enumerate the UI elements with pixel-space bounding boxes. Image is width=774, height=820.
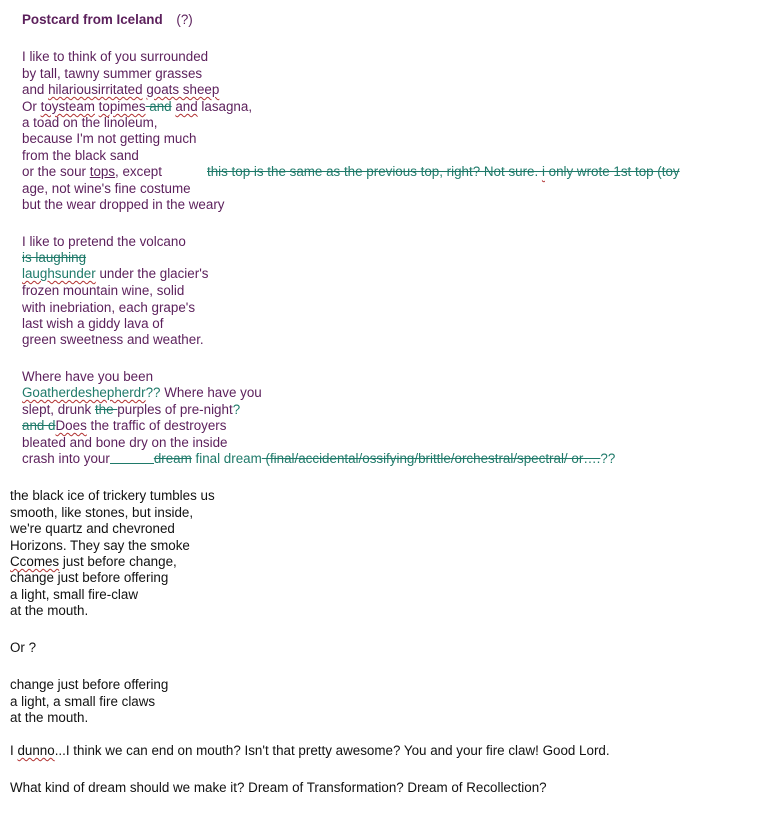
s3l3-q: ? — [232, 402, 241, 417]
stanza3-line4 — [22, 418, 226, 434]
stanza2-line1: I like to pretend the volcano — [22, 234, 186, 249]
s3l2-qq: ?? — [145, 385, 161, 400]
stanza3-line5: bleated and bone dry on the inside — [22, 435, 228, 450]
stanza2-line3 — [22, 266, 208, 282]
s1l3-revision-animal: goats sheep — [146, 82, 220, 97]
s3l6-final-dream: final dream — [191, 451, 262, 466]
s1l3-revision-word: hilariousirritated — [48, 82, 143, 97]
prose2-line1: change just before offering — [10, 677, 169, 692]
s1l3-a: and — [22, 82, 49, 97]
c1-a: I — [10, 743, 18, 758]
p1l5-b: just before change, — [59, 554, 177, 569]
comment-line2: What kind of dream should we make it? Dream of Transformation? Dream of Recollection? — [10, 780, 547, 795]
stanza1-line4 — [22, 99, 252, 115]
prose1-line7: a light, small fire-claw — [10, 587, 138, 602]
stanza1-line7: from the black sand — [22, 148, 139, 163]
prose1-line2: smooth, like stones, but inside, — [10, 505, 194, 520]
s1l8-comment-a: this top is the same as the previous top, right? Not sure. — [207, 164, 542, 179]
s1l4-and: and — [175, 99, 198, 114]
c1-dunno: dunno — [17, 743, 55, 758]
title-question: (?) — [176, 12, 193, 27]
s1l4-deleted-and: and — [145, 99, 172, 114]
stanza1-line6: because I'm not getting much — [22, 131, 197, 146]
stanza1-line3 — [22, 82, 219, 98]
poem-title — [22, 12, 193, 28]
stanza2-line5: with inebriation, each grape's — [22, 300, 196, 315]
stanza3-line2 — [22, 385, 262, 401]
stanza2-line6: last wish a giddy lava of — [22, 316, 164, 331]
stanza1-line8 — [22, 164, 162, 180]
prose1-line8: at the mouth. — [10, 603, 89, 618]
prose1-line4: Horizons. They say the smoke — [10, 538, 190, 553]
s1l8-c: , except — [115, 164, 162, 179]
s3l6-qq: ?? — [600, 451, 616, 466]
prose1-line1: the black ice of trickery tumbles us — [10, 488, 215, 503]
s3l2-revision: Goatherdeshepherdr — [22, 385, 146, 400]
stanza1-line9: age, not wine's fine costume — [22, 181, 191, 196]
stanza1-deleted-comment — [207, 164, 680, 180]
s2l3-b: under the glacier's — [95, 266, 209, 281]
s3l6-deleted-options: (final/accidental/ossifying/brittle/orchestral/spectral/ or…. — [261, 451, 601, 466]
s3l6-blank-rule — [110, 455, 154, 464]
prose1-line5 — [10, 554, 177, 570]
s1l8-tops: tops — [89, 164, 116, 179]
c1-c: ...I think we can end on mouth? Isn't that pretty awesome? You and your fire claw! Good Lord. — [54, 743, 610, 758]
prose1-line3: we're quartz and chevroned — [10, 521, 175, 536]
prose2-line2: a light, a small fire claws — [10, 694, 156, 709]
s3l6-deleted-dream: dream — [153, 451, 192, 466]
s1l4-a: Or — [22, 99, 41, 114]
stanza3-line3 — [22, 402, 240, 418]
stanza1-line10: but the wear dropped in the weary — [22, 197, 225, 212]
prose1-line6: change just before offering — [10, 570, 169, 585]
s1l4-revision-2: topimes — [98, 99, 146, 114]
s3l3-deleted-the: the — [94, 402, 118, 417]
s1l8-a: or the sour — [22, 164, 90, 179]
s1l4-revision-1: toysteam — [40, 99, 95, 114]
s3l4-deleted: and d — [22, 418, 56, 433]
stanza1-line2: by tall, tawny summer grasses — [22, 66, 203, 81]
comment-line1 — [10, 743, 610, 759]
s1l8-comment-f: only wrote 1st top (toy — [544, 164, 680, 179]
stanza3-line6 — [22, 451, 615, 467]
s3l6-a: crash into your — [22, 451, 110, 466]
s3l3-c: purples of pre-night — [117, 402, 233, 417]
stanza2-line4: frozen mountain wine, solid — [22, 283, 185, 298]
s2l3-revision: laughsunder — [22, 266, 96, 281]
s1l8-comment-i: i — [541, 164, 545, 179]
or-line: Or ? — [10, 640, 37, 655]
stanza1-line5: a toad on the linoleum, — [22, 115, 158, 130]
s1l4-h: lasagna, — [197, 99, 253, 114]
s3l3-a: slept, drunk — [22, 402, 95, 417]
stanza1-line1: I like to think of you surrounded — [22, 49, 209, 64]
s3l2-c: Where have you — [160, 385, 262, 400]
p1l5-comes: Ccomes — [10, 554, 60, 569]
stanza2-line2-deleted: is laughing — [22, 250, 87, 265]
title-text: Postcard from Iceland — [22, 12, 163, 27]
prose2-line3: at the mouth. — [10, 710, 89, 725]
stanza2-line7: green sweetness and weather. — [22, 332, 204, 347]
s3l4-does: Does — [55, 418, 87, 433]
s3l4-c: the traffic of destroyers — [86, 418, 227, 433]
stanza3-line1: Where have you been — [22, 369, 154, 384]
